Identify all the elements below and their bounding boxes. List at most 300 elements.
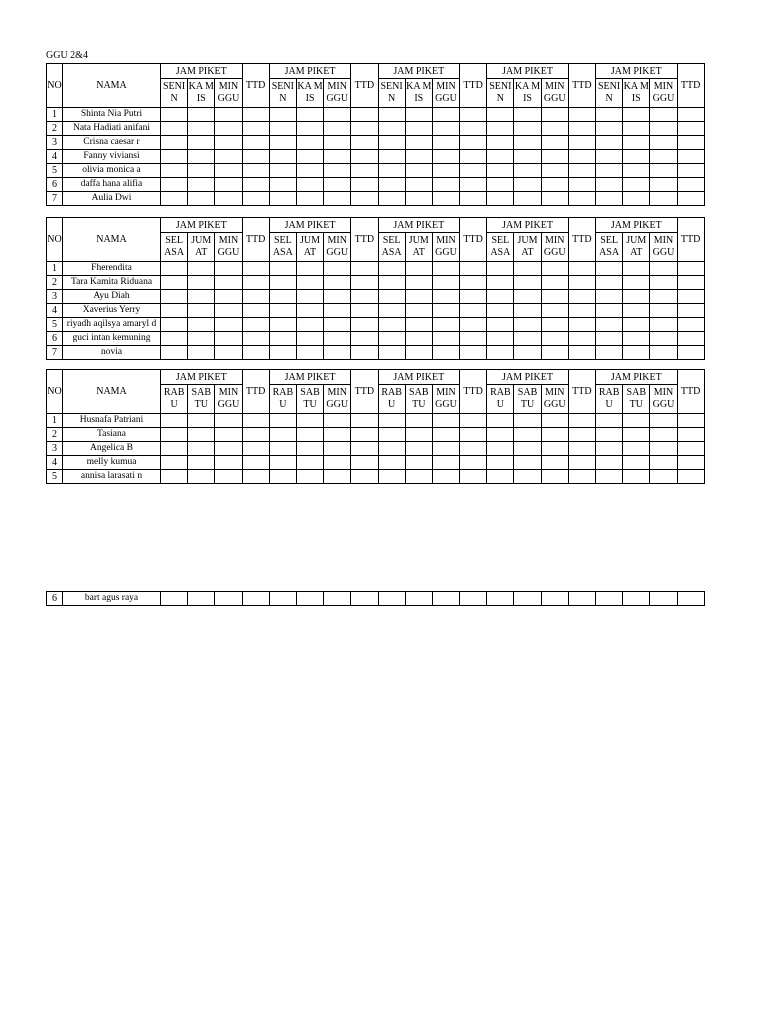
row-number: 7: [47, 192, 63, 206]
table-row: [47, 442, 705, 456]
student-name: bart agus raya: [63, 592, 161, 606]
row-number: 6: [47, 592, 63, 606]
empty-cell: [596, 192, 623, 206]
student-name: Fherendita: [63, 262, 161, 276]
empty-cell: [432, 346, 459, 360]
student-name: Fanny viviansi: [63, 150, 161, 164]
day-header: SAB TU: [623, 385, 650, 414]
empty-cell: [378, 456, 405, 470]
table-row: [47, 276, 705, 290]
empty-cell: [514, 318, 541, 332]
empty-cell: [677, 346, 704, 360]
empty-cell: [161, 290, 188, 304]
empty-cell: [514, 332, 541, 346]
row-number: 4: [47, 304, 63, 318]
empty-cell: [623, 262, 650, 276]
empty-cell: [351, 318, 378, 332]
empty-cell: [623, 428, 650, 442]
empty-cell: [432, 414, 459, 428]
empty-cell: [351, 276, 378, 290]
day-header: RAB U: [596, 385, 623, 414]
empty-cell: [677, 136, 704, 150]
empty-cell: [460, 276, 487, 290]
empty-cell: [460, 108, 487, 122]
piket-table: [46, 591, 705, 606]
table-row: [47, 108, 705, 122]
nama-header: NAMA: [63, 64, 161, 108]
empty-cell: [487, 276, 514, 290]
day-header: SEL ASA: [269, 233, 296, 262]
day-header: MIN GGU: [432, 385, 459, 414]
empty-cell: [269, 346, 296, 360]
empty-cell: [242, 276, 269, 290]
empty-cell: [487, 456, 514, 470]
empty-cell: [324, 290, 351, 304]
empty-cell: [541, 276, 568, 290]
ttd-header: TTD: [242, 64, 269, 108]
empty-cell: [188, 192, 215, 206]
row-number: 2: [47, 428, 63, 442]
empty-cell: [351, 414, 378, 428]
empty-cell: [677, 428, 704, 442]
empty-cell: [242, 456, 269, 470]
empty-cell: [596, 428, 623, 442]
empty-cell: [269, 290, 296, 304]
day-header: MIN GGU: [215, 79, 242, 108]
empty-cell: [677, 122, 704, 136]
empty-cell: [188, 304, 215, 318]
empty-cell: [650, 470, 677, 484]
empty-cell: [161, 414, 188, 428]
empty-cell: [296, 318, 323, 332]
day-header: MIN GGU: [541, 79, 568, 108]
empty-cell: [596, 442, 623, 456]
day-header: RAB U: [487, 385, 514, 414]
empty-cell: [650, 346, 677, 360]
empty-cell: [188, 276, 215, 290]
empty-cell: [596, 108, 623, 122]
row-number: 6: [47, 332, 63, 346]
empty-cell: [514, 122, 541, 136]
empty-cell: [296, 262, 323, 276]
empty-cell: [514, 592, 541, 606]
empty-cell: [650, 136, 677, 150]
empty-cell: [378, 428, 405, 442]
row-number: 4: [47, 150, 63, 164]
empty-cell: [405, 428, 432, 442]
ttd-header: TTD: [242, 218, 269, 262]
empty-cell: [650, 192, 677, 206]
empty-cell: [568, 290, 595, 304]
empty-cell: [269, 178, 296, 192]
empty-cell: [487, 192, 514, 206]
day-header: SEL ASA: [487, 233, 514, 262]
empty-cell: [378, 136, 405, 150]
empty-cell: [677, 262, 704, 276]
empty-cell: [432, 192, 459, 206]
day-header: SAB TU: [296, 385, 323, 414]
empty-cell: [269, 442, 296, 456]
empty-cell: [161, 456, 188, 470]
table-row: [47, 332, 705, 346]
row-number: 6: [47, 178, 63, 192]
ttd-header: TTD: [568, 64, 595, 108]
empty-cell: [568, 276, 595, 290]
empty-cell: [296, 164, 323, 178]
row-number: 3: [47, 290, 63, 304]
empty-cell: [568, 164, 595, 178]
empty-cell: [541, 456, 568, 470]
empty-cell: [242, 290, 269, 304]
table-row: [47, 592, 705, 606]
empty-cell: [242, 318, 269, 332]
empty-cell: [242, 346, 269, 360]
empty-cell: [460, 346, 487, 360]
empty-cell: [324, 592, 351, 606]
empty-cell: [568, 304, 595, 318]
student-name: Nata Hadiati anifani: [63, 122, 161, 136]
empty-cell: [215, 150, 242, 164]
empty-cell: [650, 414, 677, 428]
jam-piket-header: JAM PIKET: [161, 218, 243, 233]
table-row: [47, 178, 705, 192]
empty-cell: [487, 346, 514, 360]
empty-cell: [650, 122, 677, 136]
empty-cell: [650, 108, 677, 122]
empty-cell: [596, 304, 623, 318]
empty-cell: [623, 442, 650, 456]
table-row: [47, 428, 705, 442]
day-header: SAB TU: [514, 385, 541, 414]
empty-cell: [432, 428, 459, 442]
empty-cell: [514, 428, 541, 442]
empty-cell: [541, 470, 568, 484]
empty-cell: [596, 456, 623, 470]
empty-cell: [596, 414, 623, 428]
empty-cell: [596, 136, 623, 150]
table-row: [47, 304, 705, 318]
empty-cell: [324, 150, 351, 164]
day-header: KA MIS: [623, 79, 650, 108]
ttd-header: TTD: [351, 370, 378, 414]
empty-cell: [242, 108, 269, 122]
empty-cell: [677, 108, 704, 122]
empty-cell: [514, 164, 541, 178]
empty-cell: [514, 276, 541, 290]
empty-cell: [269, 262, 296, 276]
empty-cell: [460, 318, 487, 332]
student-name: annisa larasati n: [63, 470, 161, 484]
row-number: 1: [47, 108, 63, 122]
table-row: [47, 192, 705, 206]
empty-cell: [596, 262, 623, 276]
empty-cell: [378, 442, 405, 456]
empty-cell: [405, 318, 432, 332]
piket-table: [46, 369, 705, 484]
empty-cell: [215, 262, 242, 276]
empty-cell: [269, 108, 296, 122]
empty-cell: [351, 262, 378, 276]
empty-cell: [623, 136, 650, 150]
empty-cell: [188, 178, 215, 192]
empty-cell: [242, 122, 269, 136]
empty-cell: [514, 456, 541, 470]
empty-cell: [269, 318, 296, 332]
empty-cell: [351, 178, 378, 192]
empty-cell: [161, 332, 188, 346]
empty-cell: [351, 150, 378, 164]
empty-cell: [405, 442, 432, 456]
empty-cell: [296, 456, 323, 470]
empty-cell: [351, 332, 378, 346]
empty-cell: [650, 318, 677, 332]
empty-cell: [188, 290, 215, 304]
student-name: Aulia Dwi: [63, 192, 161, 206]
empty-cell: [215, 414, 242, 428]
empty-cell: [541, 178, 568, 192]
empty-cell: [541, 108, 568, 122]
empty-cell: [487, 178, 514, 192]
empty-cell: [677, 150, 704, 164]
empty-cell: [405, 178, 432, 192]
empty-cell: [324, 178, 351, 192]
empty-cell: [623, 150, 650, 164]
empty-cell: [378, 592, 405, 606]
empty-cell: [541, 290, 568, 304]
empty-cell: [623, 290, 650, 304]
ttd-header: TTD: [677, 218, 704, 262]
day-header: KA MIS: [405, 79, 432, 108]
empty-cell: [514, 108, 541, 122]
empty-cell: [161, 304, 188, 318]
empty-cell: [568, 192, 595, 206]
table-row: [47, 150, 705, 164]
empty-cell: [405, 262, 432, 276]
empty-cell: [296, 290, 323, 304]
empty-cell: [351, 470, 378, 484]
no-header: NO: [47, 64, 63, 108]
table-row: [47, 136, 705, 150]
day-header: MIN GGU: [541, 233, 568, 262]
empty-cell: [378, 192, 405, 206]
empty-cell: [432, 178, 459, 192]
empty-cell: [188, 456, 215, 470]
empty-cell: [378, 346, 405, 360]
empty-cell: [514, 178, 541, 192]
empty-cell: [460, 122, 487, 136]
empty-cell: [188, 164, 215, 178]
empty-cell: [541, 428, 568, 442]
day-header: JUM AT: [405, 233, 432, 262]
nama-header: NAMA: [63, 218, 161, 262]
student-name: Ayu Diah: [63, 290, 161, 304]
empty-cell: [215, 318, 242, 332]
empty-cell: [487, 290, 514, 304]
day-header: RAB U: [161, 385, 188, 414]
empty-cell: [677, 456, 704, 470]
empty-cell: [432, 136, 459, 150]
empty-cell: [541, 318, 568, 332]
empty-cell: [677, 192, 704, 206]
empty-cell: [514, 442, 541, 456]
student-name: riyadh aqilsya amaryl d: [63, 318, 161, 332]
jam-piket-header: JAM PIKET: [269, 218, 351, 233]
day-header: MIN GGU: [215, 233, 242, 262]
empty-cell: [351, 346, 378, 360]
empty-cell: [269, 304, 296, 318]
empty-cell: [460, 592, 487, 606]
empty-cell: [351, 456, 378, 470]
empty-cell: [188, 592, 215, 606]
empty-cell: [296, 592, 323, 606]
empty-cell: [296, 192, 323, 206]
student-name: Xaverius Yerry: [63, 304, 161, 318]
student-name: Angelica B: [63, 442, 161, 456]
day-header: KA MIS: [514, 79, 541, 108]
empty-cell: [324, 442, 351, 456]
empty-cell: [460, 332, 487, 346]
empty-cell: [596, 178, 623, 192]
empty-cell: [161, 470, 188, 484]
empty-cell: [324, 164, 351, 178]
empty-cell: [487, 414, 514, 428]
row-number: 4: [47, 456, 63, 470]
empty-cell: [405, 108, 432, 122]
empty-cell: [269, 122, 296, 136]
empty-cell: [324, 318, 351, 332]
day-header: KA MIS: [188, 79, 215, 108]
jam-piket-header: JAM PIKET: [269, 370, 351, 385]
jam-piket-header: JAM PIKET: [161, 370, 243, 385]
empty-cell: [568, 318, 595, 332]
empty-cell: [460, 470, 487, 484]
empty-cell: [188, 346, 215, 360]
empty-cell: [568, 150, 595, 164]
empty-cell: [568, 178, 595, 192]
empty-cell: [324, 276, 351, 290]
empty-cell: [269, 150, 296, 164]
empty-cell: [405, 136, 432, 150]
ttd-header: TTD: [460, 64, 487, 108]
empty-cell: [215, 456, 242, 470]
jam-piket-header: JAM PIKET: [269, 64, 351, 79]
empty-cell: [324, 332, 351, 346]
empty-cell: [432, 470, 459, 484]
jam-piket-header: JAM PIKET: [596, 64, 678, 79]
day-header: RAB U: [269, 385, 296, 414]
table-row: [47, 122, 705, 136]
empty-cell: [514, 290, 541, 304]
empty-cell: [623, 332, 650, 346]
empty-cell: [596, 346, 623, 360]
empty-cell: [269, 332, 296, 346]
empty-cell: [378, 150, 405, 164]
empty-cell: [269, 276, 296, 290]
empty-cell: [161, 442, 188, 456]
day-header: MIN GGU: [324, 79, 351, 108]
empty-cell: [378, 262, 405, 276]
empty-cell: [541, 164, 568, 178]
empty-cell: [378, 164, 405, 178]
empty-cell: [596, 470, 623, 484]
empty-cell: [188, 262, 215, 276]
empty-cell: [460, 178, 487, 192]
empty-cell: [269, 428, 296, 442]
empty-cell: [215, 108, 242, 122]
empty-cell: [242, 178, 269, 192]
day-header: KA MIS: [296, 79, 323, 108]
empty-cell: [568, 332, 595, 346]
day-header: JUM AT: [296, 233, 323, 262]
empty-cell: [324, 346, 351, 360]
day-header: JUM AT: [623, 233, 650, 262]
empty-cell: [215, 178, 242, 192]
empty-cell: [568, 470, 595, 484]
empty-cell: [514, 150, 541, 164]
empty-cell: [215, 164, 242, 178]
empty-cell: [514, 346, 541, 360]
row-number: 1: [47, 414, 63, 428]
empty-cell: [487, 262, 514, 276]
empty-cell: [623, 276, 650, 290]
empty-cell: [487, 442, 514, 456]
empty-cell: [242, 428, 269, 442]
empty-cell: [324, 428, 351, 442]
day-header: MIN GGU: [324, 385, 351, 414]
student-name: guci intan kemuning: [63, 332, 161, 346]
empty-cell: [596, 290, 623, 304]
empty-cell: [324, 136, 351, 150]
empty-cell: [568, 456, 595, 470]
empty-cell: [269, 456, 296, 470]
empty-cell: [188, 442, 215, 456]
ttd-header: TTD: [677, 64, 704, 108]
empty-cell: [623, 470, 650, 484]
empty-cell: [460, 192, 487, 206]
empty-cell: [432, 276, 459, 290]
empty-cell: [296, 276, 323, 290]
empty-cell: [188, 470, 215, 484]
empty-cell: [215, 290, 242, 304]
day-header: SAB TU: [188, 385, 215, 414]
empty-cell: [541, 192, 568, 206]
empty-cell: [677, 178, 704, 192]
empty-cell: [568, 592, 595, 606]
row-number: 5: [47, 470, 63, 484]
empty-cell: [405, 332, 432, 346]
table-row: [47, 262, 705, 276]
empty-cell: [269, 592, 296, 606]
empty-cell: [487, 136, 514, 150]
empty-cell: [405, 150, 432, 164]
empty-cell: [677, 318, 704, 332]
empty-cell: [405, 592, 432, 606]
row-number: 1: [47, 262, 63, 276]
jam-piket-header: JAM PIKET: [596, 218, 678, 233]
empty-cell: [242, 470, 269, 484]
empty-cell: [568, 262, 595, 276]
empty-cell: [514, 136, 541, 150]
empty-cell: [596, 150, 623, 164]
empty-cell: [324, 122, 351, 136]
empty-cell: [432, 262, 459, 276]
row-number: 7: [47, 346, 63, 360]
day-header: MIN GGU: [432, 79, 459, 108]
table-row: [47, 346, 705, 360]
table-row: [47, 164, 705, 178]
empty-cell: [296, 150, 323, 164]
empty-cell: [541, 332, 568, 346]
